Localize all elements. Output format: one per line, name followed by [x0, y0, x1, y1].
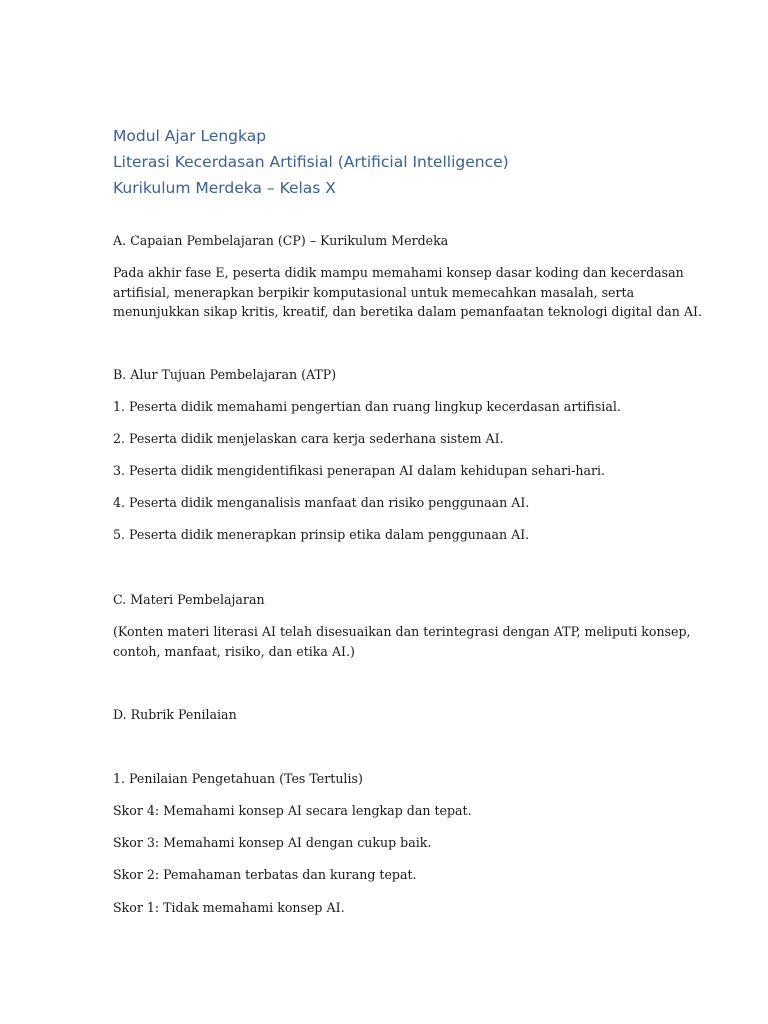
section-c-line-2: contoh, manfaat, risiko, dan etika AI.) — [113, 643, 355, 659]
score-3: Skor 3: Memahami konsep AI dengan cukup baik. — [113, 835, 432, 850]
section-c-line-1: (Konten materi literasi AI telah disesuaikan dan terintegrasi dengan ATP, meliputi konsep, — [113, 624, 691, 639]
section-a-line-2: artifisial, menerapkan berpikir komputasional untuk memecahkan masalah, serta — [113, 284, 635, 300]
atp-item-1: 1. Peserta didik memahami pengertian dan ruang lingkup kecerdasan artifisial. — [113, 399, 621, 414]
atp-item-4: 4. Peserta didik menganalisis manfaat dan risiko penggunaan AI. — [113, 495, 530, 510]
section-d-heading: D. Rubrik Penilaian — [113, 707, 237, 722]
atp-item-2: 2. Peserta didik menjelaskan cara kerja sederhana sistem AI. — [113, 431, 504, 446]
title-line-1: Modul Ajar Lengkap — [113, 127, 267, 145]
section-a-heading: A. Capaian Pembelajaran (CP) – Kurikulum Merdeka — [113, 233, 449, 248]
title-line-3: Kurikulum Merdeka – Kelas X — [113, 179, 336, 197]
score-4: Skor 4: Memahami konsep AI secara lengkap dan tepat. — [113, 803, 472, 818]
section-c-paragraph — [113, 622, 691, 661]
atp-item-5: 5. Peserta didik menerapkan prinsip etika dalam penggunaan AI. — [113, 527, 530, 542]
section-d-subheading: 1. Penilaian Pengetahuan (Tes Tertulis) — [113, 771, 363, 786]
atp-item-3: 3. Peserta didik mengidentifikasi penerapan AI dalam kehidupan sehari-hari. — [113, 463, 606, 478]
section-b-heading: B. Alur Tujuan Pembelajaran (ATP) — [113, 367, 337, 382]
section-a-line-3: menunjukkan sikap kritis, kreatif, dan beretika dalam pemanfaatan teknologi digital dan AI. — [113, 304, 702, 319]
document-title — [113, 123, 713, 201]
section-c-heading: C. Materi Pembelajaran — [113, 592, 265, 607]
section-a-line-1: Pada akhir fase E, peserta didik mampu memahami konsep dasar koding dan kecerdasan — [113, 265, 684, 280]
score-2: Skor 2: Pemahaman terbatas dan kurang tepat. — [113, 867, 417, 882]
score-1: Skor 1: Tidak memahami konsep AI. — [113, 900, 345, 915]
title-line-2: Literasi Kecerdasan Artifisial (Artificial Intelligence) — [113, 153, 509, 171]
section-a-paragraph — [113, 263, 702, 322]
